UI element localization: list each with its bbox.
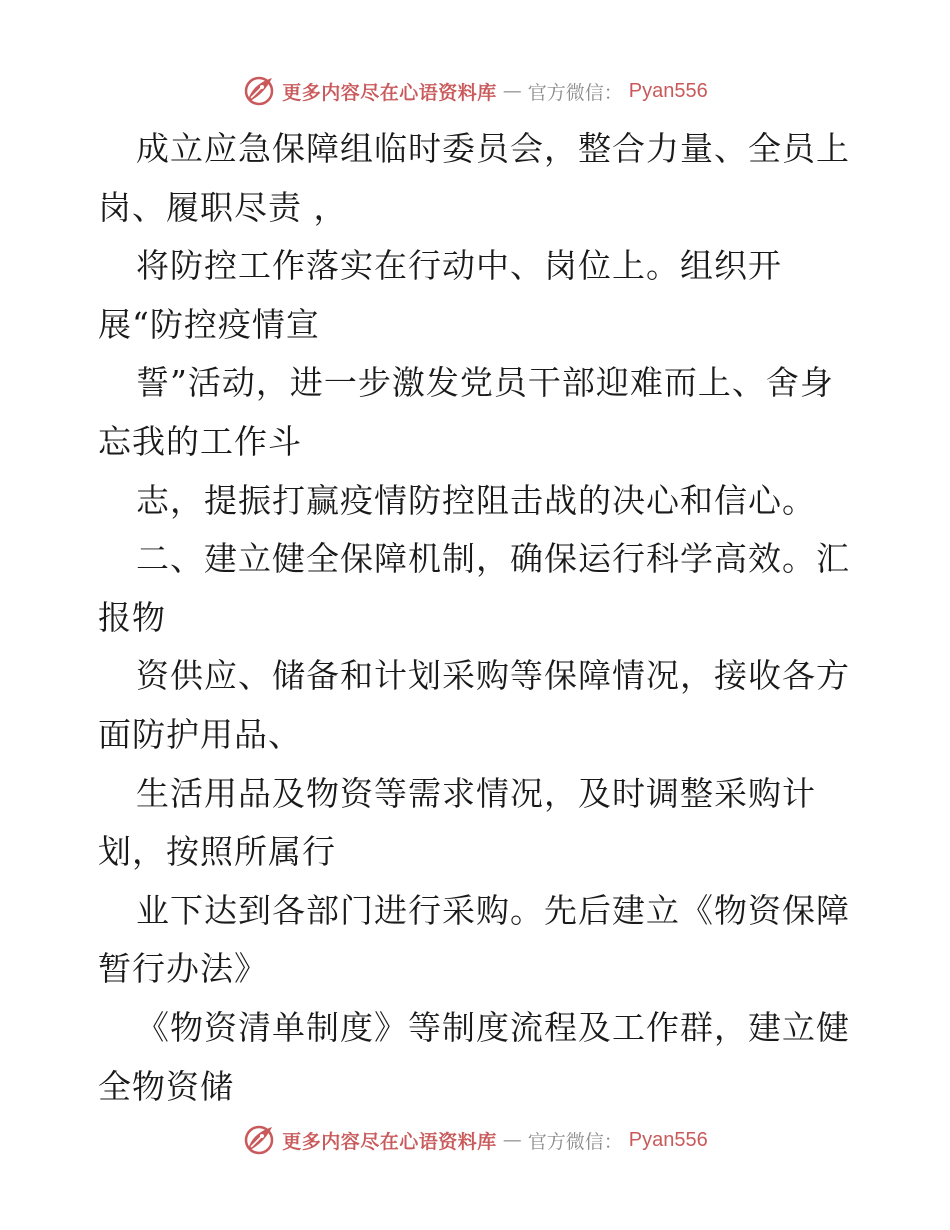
wechat-id: Pyan556 xyxy=(628,79,708,102)
banner-dash: — xyxy=(502,80,522,102)
header-banner xyxy=(0,71,950,111)
body-line: 生活用品及物资等需求情况，及时调整采购计 xyxy=(136,773,816,813)
body-line: 划，按照所属行 xyxy=(98,832,336,872)
body-line: 誓”活动，进一步激发党员干部迎难而上、舍身 xyxy=(136,363,834,403)
pen-nib-icon xyxy=(242,1123,276,1157)
wechat-id: Pyan556 xyxy=(628,1128,708,1151)
body-line: 面防护用品、 xyxy=(98,714,302,754)
body-line: 资供应、储备和计划采购等保障情况，接收各方 xyxy=(136,656,850,696)
body-line: 全物资储 xyxy=(98,1066,234,1106)
footer-banner xyxy=(0,1120,950,1160)
body-line: 暂行办法》 xyxy=(98,949,268,989)
body-line: 展“防控疫情宣 xyxy=(98,304,320,344)
body-line: 业下达到各部门进行采购。先后建立《物资保障 xyxy=(136,890,850,930)
pen-nib-icon xyxy=(242,74,276,108)
body-line: 岗、履职尽责 ， xyxy=(98,187,348,227)
body-line: 二、建立健全保障机制，确保运行科学高效。汇 xyxy=(136,539,850,579)
body-line: 成立应急保障组临时委员会，整合力量、全员上 xyxy=(136,129,850,168)
banner-dash: — xyxy=(502,1129,522,1151)
body-line: 忘我的工作斗 xyxy=(98,421,302,461)
document-body xyxy=(98,120,858,1116)
body-line: 报物 xyxy=(98,597,166,637)
body-line: 《物资清单制度》等制度流程及工作群，建立健 xyxy=(136,1007,850,1047)
wechat-label: 官方微信： xyxy=(527,81,623,104)
body-line: 将防控工作落实在行动中、岗位上。组织开 xyxy=(136,246,782,286)
wechat-label: 官方微信： xyxy=(527,1130,623,1153)
brand-text: 更多内容尽在心语资料库 xyxy=(282,81,497,104)
brand-text: 更多内容尽在心语资料库 xyxy=(282,1130,497,1153)
body-line: 志，提振打赢疫情防控阻击战的决心和信心。 xyxy=(136,480,816,520)
